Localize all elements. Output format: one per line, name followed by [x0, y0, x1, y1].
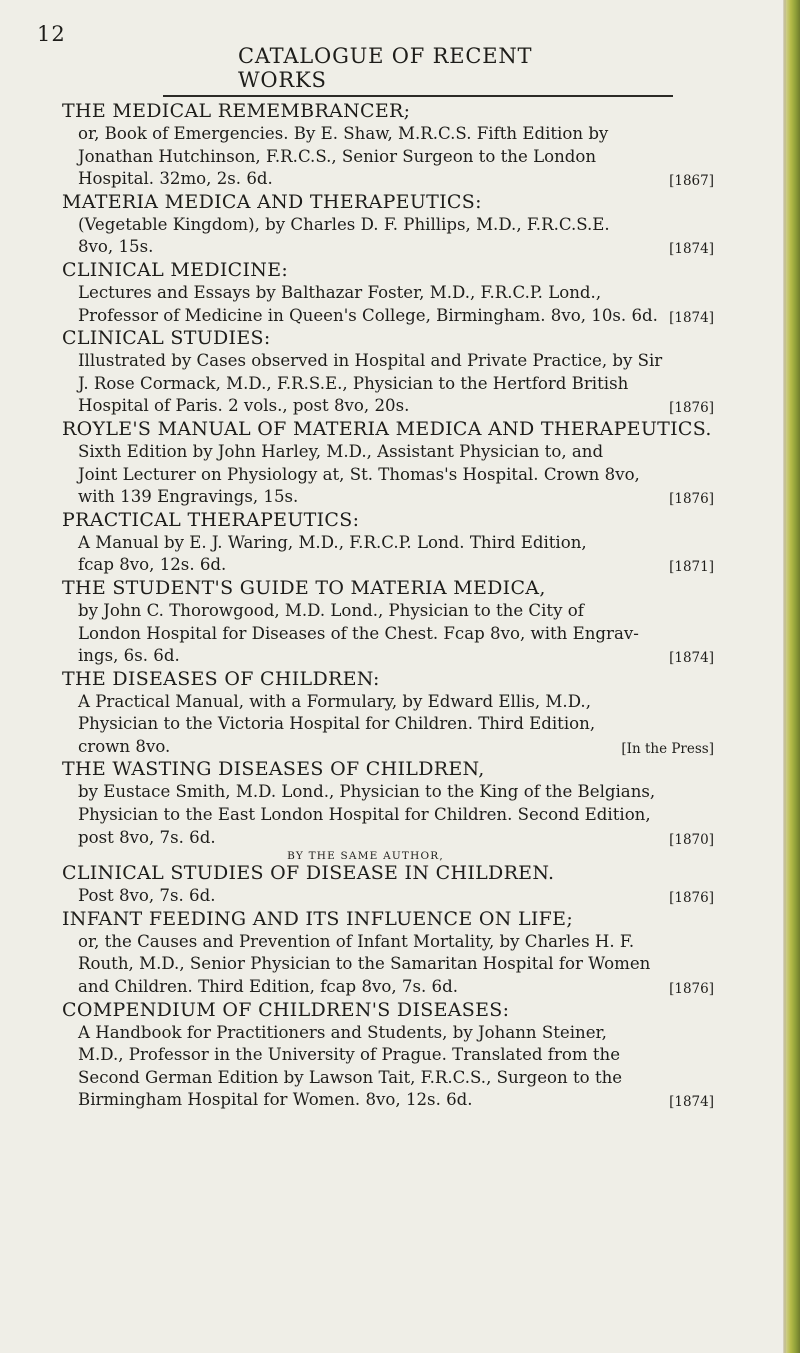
entry-text: (Vegetable Kingdom), by Charles D. F. Phillips, M.D., F.R.C.S.E.: [78, 214, 610, 234]
entry-description-line: [62, 691, 714, 714]
entry-title: COMPENDIUM OF CHILDREN'S DISEASES:: [62, 998, 510, 1021]
catalogue-entry: [62, 758, 714, 863]
entry-text: M.D., Professor in the University of Prague. Translated from the: [78, 1045, 621, 1065]
entry-description-line: [62, 554, 714, 577]
entry-text: by Eustace Smith, M.D. Lond., Physician to the King of the Belgians,: [78, 782, 656, 802]
entry-title: CLINICAL STUDIES OF DISEASE IN CHILDREN.: [62, 862, 555, 885]
entry-text: 8vo, 15s.: [78, 237, 154, 257]
entry-description-line: [62, 373, 714, 396]
entry-title: PRACTICAL THERAPEUTICS:: [62, 508, 360, 531]
entry-description-line: [62, 441, 714, 464]
entry-description-line: [62, 827, 714, 850]
entry-description-line: [62, 600, 714, 623]
entry-text: Second German Edition by Lawson Tait, F.R.C.S., Surgeon to the: [78, 1067, 623, 1087]
catalogue-entry: [62, 999, 714, 1112]
entry-title: THE WASTING DISEASES OF CHILDREN,: [62, 758, 485, 781]
entry-description-line: [62, 282, 714, 305]
entry-text: post 8vo, 7s. 6d.: [78, 827, 216, 847]
running-title: CATALOGUE OF RECENT WORKS: [238, 44, 533, 92]
entry-year: [1871]: [669, 559, 714, 576]
entry-title: INFANT FEEDING AND ITS INFLUENCE ON LIFE;: [62, 907, 574, 930]
entry-description-line: [62, 976, 714, 999]
entry-text: and Children. Third Edition, fcap 8vo, 7s. 6d.: [78, 977, 458, 997]
entry-text: Jonathan Hutchinson, F.R.C.S., Senior Surgeon to the London: [78, 146, 597, 166]
entry-title: THE MEDICAL REMEMBRANCER;: [62, 100, 411, 122]
entry-description-line: [62, 168, 714, 191]
entry-title: THE STUDENT'S GUIDE TO MATERIA MEDICA,: [62, 576, 546, 599]
entry-year: [1874]: [669, 241, 714, 258]
entry-description-line: [62, 214, 714, 237]
entry-title: CLINICAL STUDIES:: [62, 327, 271, 350]
entry-title: MATERIA MEDICA AND THERAPEUTICS:: [62, 190, 482, 213]
catalogue-entry: [62, 418, 714, 509]
entry-year: [1876]: [669, 890, 714, 907]
entry-text: London Hospital for Diseases of the Chest. Fcap 8vo, with Engrav-: [78, 623, 639, 643]
entry-description-line: [62, 305, 714, 328]
entry-description-line: [62, 781, 714, 804]
entry-text: Routh, M.D., Senior Physician to the Samaritan Hospital for Women: [78, 954, 651, 974]
entry-description-line: [62, 395, 714, 418]
entry-year: [1870]: [669, 831, 714, 848]
entry-year: [1876]: [669, 981, 714, 998]
entry-year: [1874]: [669, 1094, 714, 1111]
entry-title: CLINICAL MEDICINE:: [62, 258, 289, 281]
entry-text: A Practical Manual, with a Formulary, by Edward Ellis, M.D.,: [78, 691, 591, 711]
entry-text: or, the Causes and Prevention of Infant Mortality, by Charles H. F.: [78, 931, 635, 951]
entry-description-line: [62, 532, 714, 555]
entry-description-line: [62, 486, 714, 509]
entry-text: A Handbook for Practitioners and Students, by Johann Steiner,: [78, 1022, 607, 1042]
entry-text: ings, 6s. 6d.: [78, 646, 180, 666]
entry-text: Physician to the East London Hospital for Children. Second Edition,: [78, 805, 651, 825]
entry-year: [1867]: [669, 173, 714, 190]
entry-text: Lectures and Essays by Balthazar Foster, M.D., F.R.C.P. Lond.,: [78, 282, 602, 302]
entry-description-line: [62, 623, 714, 646]
catalogue-entry: [62, 668, 714, 759]
catalogue-entry: [62, 100, 714, 191]
catalogue-entry: [62, 577, 714, 668]
entry-text: with 139 Engravings, 15s.: [78, 487, 299, 507]
entry-year: [1874]: [669, 309, 714, 326]
entry-title: THE DISEASES OF CHILDREN:: [62, 667, 380, 690]
entry-year: [1876]: [669, 491, 714, 508]
entry-description-line: [62, 1089, 714, 1112]
entry-description-line: [62, 931, 714, 954]
catalogue-entry: [62, 327, 714, 418]
catalogue-entry: [62, 509, 714, 577]
catalogue-entries: [62, 100, 714, 1114]
entry-text: J. Rose Cormack, M.D., F.R.S.E., Physician to the Hertford British: [78, 373, 629, 393]
entry-text: or, Book of Emergencies. By E. Shaw, M.R.C.S. Fifth Edition by: [78, 124, 609, 143]
header-rule: [163, 95, 673, 97]
entry-text: Joint Lecturer on Physiology at, St. Thomas's Hospital. Crown 8vo,: [78, 464, 640, 484]
entry-text: Physician to the Victoria Hospital for Children. Third Edition,: [78, 714, 596, 734]
entry-description-line: [62, 804, 714, 827]
book-spine-edge: [784, 0, 800, 1353]
entry-text: Professor of Medicine in Queen's College, Birmingham. 8vo, 10s. 6d.: [78, 305, 658, 325]
catalogue-entry: [62, 191, 714, 259]
entry-description-line: [62, 350, 714, 373]
entry-text: A Manual by E. J. Waring, M.D., F.R.C.P. Lond. Third Edition,: [78, 532, 587, 552]
catalogue-entry: [62, 862, 714, 908]
entry-description-line: [62, 1067, 714, 1090]
entry-text: Birmingham Hospital for Women. 8vo, 12s. 6d.: [78, 1090, 473, 1110]
entry-description-line: [62, 146, 714, 169]
catalogue-entry: [62, 259, 714, 327]
entry-description-line: [62, 953, 714, 976]
entry-description-line: [62, 464, 714, 487]
spine-shadow: [783, 0, 786, 1353]
entry-text: Sixth Edition by John Harley, M.D., Assistant Physician to, and: [78, 441, 604, 461]
entry-description-line: [62, 1022, 714, 1045]
entry-text: Post 8vo, 7s. 6d.: [78, 886, 216, 906]
entry-text: Hospital of Paris. 2 vols., post 8vo, 20s.: [78, 396, 410, 416]
entry-description-line: [62, 736, 714, 759]
entry-year: [1874]: [669, 650, 714, 667]
entry-text: by John C. Thorowgood, M.D. Lond., Physician to the City of: [78, 600, 584, 620]
entry-text: Hospital. 32mo, 2s. 6d.: [78, 169, 273, 189]
catalogue-entry: [62, 908, 714, 999]
entry-title: ROYLE'S MANUAL OF MATERIA MEDICA AND THERAPEUTICS.: [62, 417, 712, 440]
entry-description-line: [62, 645, 714, 668]
entry-year: [1876]: [669, 400, 714, 417]
entry-year: [In the Press]: [621, 740, 714, 757]
entry-description-line: [62, 713, 714, 736]
entry-description-line: [62, 123, 714, 146]
entry-text: crown 8vo.: [78, 736, 171, 756]
page-number: 12: [37, 22, 66, 46]
entry-description-line: [62, 1044, 714, 1067]
entry-text: Illustrated by Cases observed in Hospital and Private Practice, by Sir: [78, 351, 663, 371]
same-author-note: BY THE SAME AUTHOR,: [287, 850, 444, 863]
entry-text: fcap 8vo, 12s. 6d.: [78, 555, 227, 575]
entry-description-line: [62, 885, 714, 908]
entry-description-line: [62, 236, 714, 259]
